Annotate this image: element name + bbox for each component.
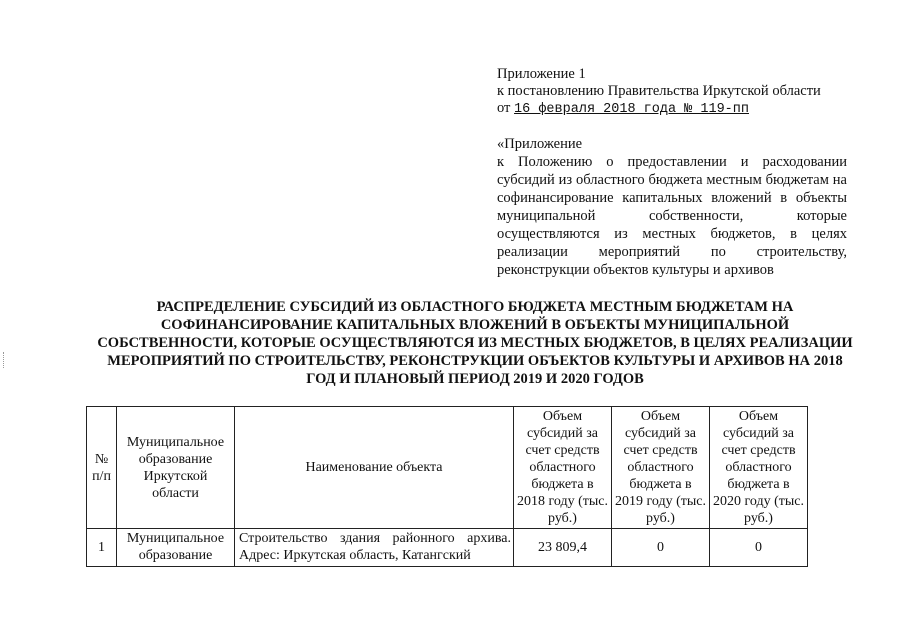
- row-municipality: Муниципальное образование: [117, 529, 235, 567]
- header-object: Наименование объекта: [235, 407, 514, 529]
- appendix-date-prefix: от: [497, 100, 511, 116]
- appendix-title: Приложение 1: [497, 66, 586, 82]
- header-2020: Объем субсидий за счет средств областного бюджета в 2020 году (тыс. руб.): [710, 407, 808, 529]
- scan-edge-mark: [3, 352, 6, 368]
- appendix-block: [497, 66, 847, 118]
- subsidy-table: [86, 406, 808, 567]
- quote-block: [497, 135, 847, 279]
- header-2019: Объем субсидий за счет средств областного бюджета в 2019 году (тыс. руб.): [612, 407, 710, 529]
- row-object: Строительство здания районного архива. Адрес: Иркутская область, Катангский: [235, 529, 514, 567]
- header-num: № п/п: [87, 407, 117, 529]
- header-municipality: Муниципальное образование Иркутской области: [117, 407, 235, 529]
- quote-body: к Положению о предоставлении и расходовании субсидий из областного бюджета местным бюджетам на софинансирование капитальных вложений в объекты муниципальной собственности, которые осуществляются из местных бюджетов, в целях реализации мероприятий по строительству, реконструкции объектов культуры и архивов: [497, 154, 847, 278]
- appendix-date: 16 февраля 2018 года № 119-пп: [514, 102, 749, 117]
- appendix-date-line: [497, 100, 847, 118]
- appendix-resolution: к постановлению Правительства Иркутской области: [497, 83, 821, 99]
- row-2018: 23 809,4: [514, 529, 612, 567]
- table-header-row: [87, 407, 808, 529]
- document-heading: РАСПРЕДЕЛЕНИЕ СУБСИДИЙ ИЗ ОБЛАСТНОГО БЮДЖЕТА МЕСТНЫМ БЮДЖЕТАМ НА СОФИНАНСИРОВАНИЕ КАПИТАЛЬНЫХ ВЛОЖЕНИЙ В ОБЪЕКТЫ МУНИЦИПАЛЬНОЙ СОБСТВЕННОСТИ, КОТОРЫЕ ОСУЩЕСТВЛЯЮТСЯ ИЗ МЕСТНЫХ БЮДЖЕТОВ, В ЦЕЛЯХ РЕАЛИЗАЦИИ МЕРОПРИЯТИЙ ПО СТРОИТЕЛЬСТВУ, РЕКОНСТРУКЦИИ ОБЪЕКТОВ КУЛЬТУРЫ И АРХИВОВ НА 2018 ГОД И ПЛАНОВЫЙ ПЕРИОД 2019 И 2020 ГОДОВ: [97, 299, 853, 387]
- row-num: 1: [87, 529, 117, 567]
- row-2020: 0: [710, 529, 808, 567]
- row-2019: 0: [612, 529, 710, 567]
- quote-title: «Приложение: [497, 136, 583, 152]
- table-row: [87, 529, 808, 567]
- header-2018: Объем субсидий за счет средств областного бюджета в 2018 году (тыс. руб.): [514, 407, 612, 529]
